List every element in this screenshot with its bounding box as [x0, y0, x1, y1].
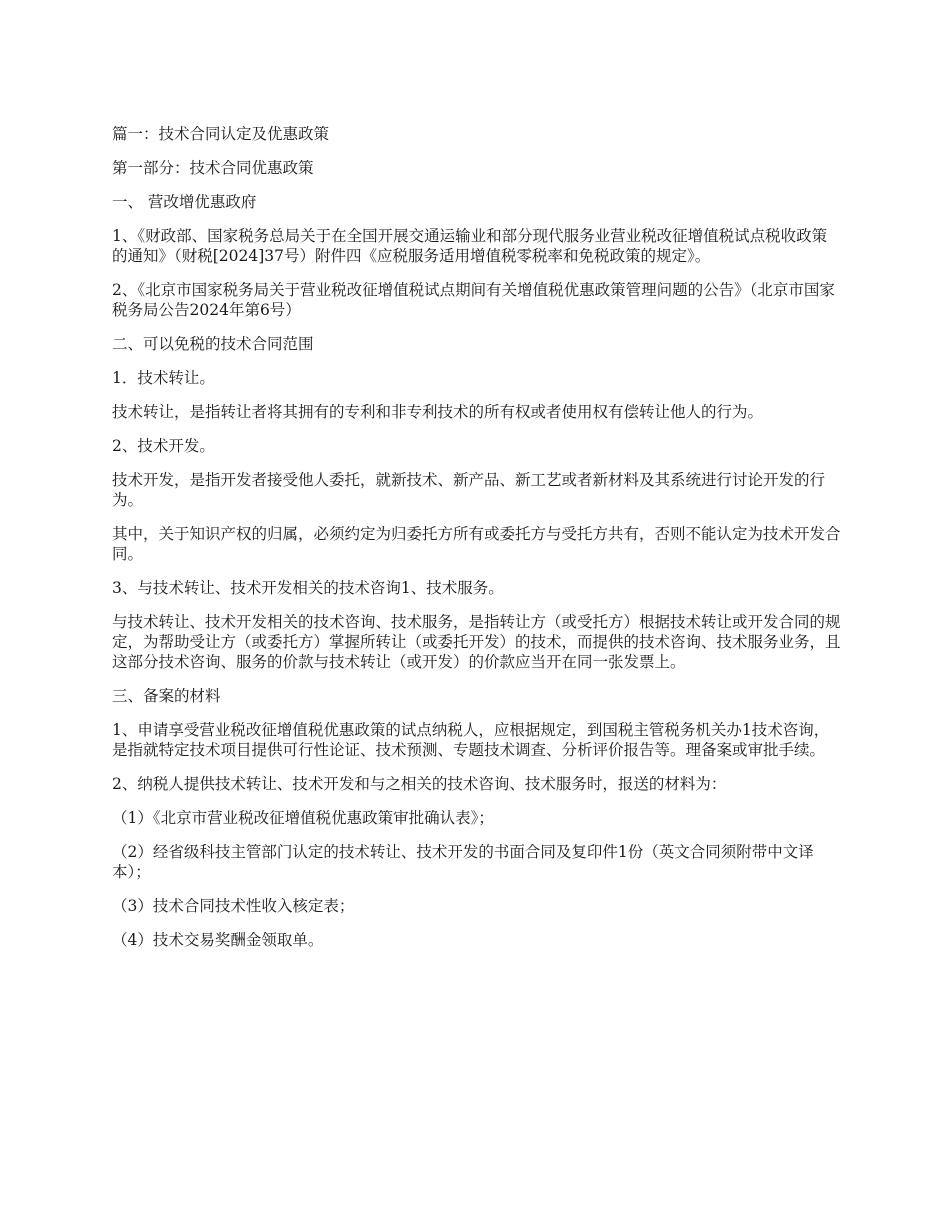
scope-item-1-text: 技术转让，是指转让者将其拥有的专利和非专利技术的所有权或者使用权有偿转让他人的行为。 [112, 403, 764, 421]
section-heading-3: 三、备案的材料 [112, 687, 221, 705]
scope-item-3-text: 与技术转让、技术开发相关的技术咨询、技术服务，是指转让方（或受托方）根据技术转让或开发合同的规定，为帮助受让方（或委托方）掌握所转让（或委托开发）的技术，而提供的技术咨询、技术服务业务，且这部分技术咨询、服务的价款与技术转让（或开发）的价款应当开在同一张发票上。 [112, 613, 841, 671]
section-heading-2: 二、可以免税的技术合同范围 [112, 335, 314, 353]
scope-item-2-note: 其中，关于知识产权的归属，必须约定为归委托方所有或委托方与受托方共有，否则不能认定为技术开发合同。 [112, 525, 841, 563]
scope-item-3-heading: 3、与技术转让、技术开发相关的技术咨询1、技术服务。 [112, 579, 504, 597]
policy-item-2: 2、《北京市国家税务局关于营业税改征增值税试点期间有关增值税优惠政策管理问题的公告》（北京市国家税务局公告2024年第6号） [112, 281, 835, 319]
material-item-4: （4）技术交易奖酬金领取单。 [112, 931, 324, 949]
filing-item-1: 1、申请享受营业税改征增值税优惠政策的试点纳税人，应根据规定，到国税主管税务机关办1技术咨询，是指就特定技术项目提供可行性论证、技术预测、专题技术调查、分析评价报告等。理备案或审批手续。 [112, 721, 830, 759]
filing-item-2: 2、纳税人提供技术转让、技术开发和与之相关的技术咨询、技术服务时，报送的材料为： [112, 775, 727, 793]
scope-item-2-heading: 2、技术开发。 [112, 437, 215, 455]
part-heading: 第一部分：技术合同优惠政策 [112, 159, 314, 177]
material-item-2: （2）经省级科技主管部门认定的技术转让、技术开发的书面合同及复印件1份（英文合同须附带中文译本）； [112, 843, 814, 881]
material-item-3: （3）技术合同技术性收入核定表； [112, 897, 355, 915]
material-item-1: （1）《北京市营业税改征增值税优惠政策审批确认表》； [112, 809, 494, 827]
policy-item-1: 1、《财政部、国家税务总局关于在全国开展交通运输业和部分现代服务业营业税改征增值税试点税收政策的通知》（财税[2024]37号）附件四《应税服务适用增值税零税率和免税政策的规定》。 [112, 227, 828, 265]
document-title: 篇一：技术合同认定及优惠政策 [112, 125, 330, 143]
section-heading-1: 一、 营改增优惠政府 [112, 193, 257, 211]
document-body [112, 124, 842, 964]
scope-item-2-text: 技术开发，是指开发者接受他人委托，就新技术、新产品、新工艺或者新材料及其系统进行讨论开发的行为。 [112, 471, 826, 509]
scope-item-1-heading: 1．技术转让。 [112, 369, 215, 387]
